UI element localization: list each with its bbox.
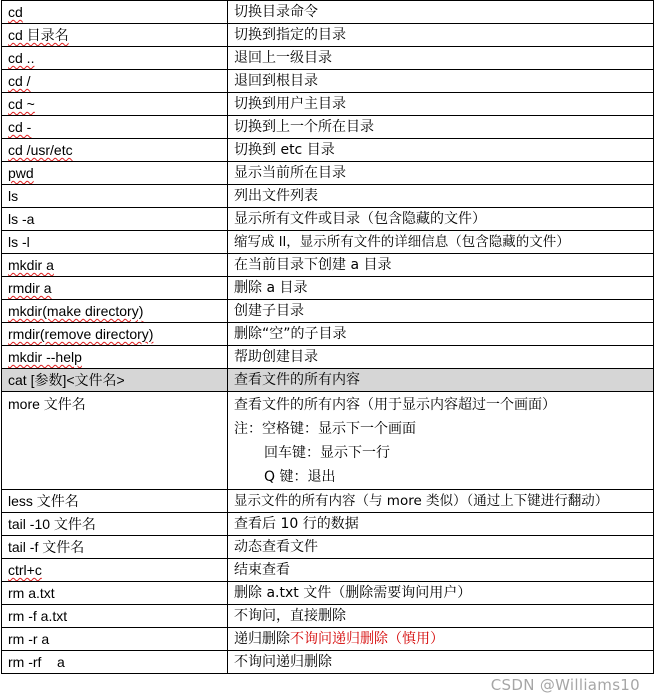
command-cell — [2, 369, 228, 392]
table-row — [2, 185, 654, 208]
table-row — [2, 490, 654, 513]
command-text: ctrl+c — [8, 562, 42, 578]
table-row — [2, 628, 654, 651]
command-cell — [2, 559, 228, 582]
command-cell — [2, 24, 228, 47]
table-row — [2, 231, 654, 254]
description-note-line: 回车键：显示下一行 — [264, 445, 390, 461]
command-cell — [2, 208, 228, 231]
command-text: tail -10 文件名 — [8, 516, 96, 532]
command-cell — [2, 254, 228, 277]
description-cell: 切换到上一个所在目录 — [228, 116, 654, 139]
description-cell: 删除“空”的子目录 — [228, 323, 654, 346]
description-note-line: 注：空格键：显示下一个画面 — [234, 421, 416, 437]
command-text: ls -a — [8, 211, 35, 227]
table-row — [2, 139, 654, 162]
description-cell: 查看后 10 行的数据 — [228, 513, 654, 536]
command-cell — [2, 139, 228, 162]
command-text: ls — [8, 188, 19, 204]
command-text: less 文件名 — [8, 493, 79, 509]
command-cell — [2, 651, 228, 674]
description-line: 查看文件的所有内容（用于显示内容超过一个画面） — [234, 397, 556, 413]
command-text: cd /usr/etc — [8, 142, 73, 158]
command-text: mkdir a — [8, 257, 54, 273]
command-cell — [2, 490, 228, 513]
description-cell: 动态查看文件 — [228, 536, 654, 559]
command-cell — [2, 513, 228, 536]
warning-text: 不询问递归删除（慎用） — [290, 631, 444, 647]
command-cell — [2, 116, 228, 139]
description-cell: 查看文件的所有内容 — [228, 369, 654, 392]
command-text: rmdir(remove directory) — [8, 326, 154, 342]
command-text: mkdir(make directory) — [8, 303, 144, 319]
description-cell — [228, 628, 654, 651]
table-row — [2, 582, 654, 605]
command-cell — [2, 93, 228, 116]
table-row — [2, 651, 654, 674]
description-cell: 删除 a.txt 文件（删除需要询问用户） — [228, 582, 654, 605]
command-text: cat [参数]<文件名> — [8, 372, 125, 388]
command-text: rm -f a.txt — [8, 608, 68, 624]
description-cell: 结束查看 — [228, 559, 654, 582]
command-text: more 文件名 — [8, 396, 86, 412]
command-cell — [2, 346, 228, 369]
description-cell: 不询问递归删除 — [228, 651, 654, 674]
table-row — [2, 300, 654, 323]
description-cell: 退回上一级目录 — [228, 47, 654, 70]
description-cell: 缩写成 ll，显示所有文件的详细信息（包含隐藏的文件） — [228, 231, 654, 254]
table-row — [2, 559, 654, 582]
command-cell — [2, 277, 228, 300]
command-text: ls -l — [8, 234, 30, 250]
command-cell — [2, 536, 228, 559]
table-row — [2, 323, 654, 346]
command-text: rmdir a — [8, 280, 52, 296]
command-text: rm a.txt — [8, 585, 55, 601]
description-text: 递归删除 — [234, 631, 290, 647]
table-row — [2, 536, 654, 559]
table-row-more — [2, 392, 654, 490]
command-text: cd ~ — [8, 96, 35, 112]
table-row-highlighted — [2, 369, 654, 392]
description-cell: 显示所有文件或目录（包含隐藏的文件） — [228, 208, 654, 231]
description-cell: 不询问，直接删除 — [228, 605, 654, 628]
description-cell: 显示当前所在目录 — [228, 162, 654, 185]
description-cell: 切换到 etc 目录 — [228, 139, 654, 162]
table-row — [2, 116, 654, 139]
command-cell — [2, 70, 228, 93]
table-row — [2, 277, 654, 300]
table-row — [2, 93, 654, 116]
description-cell: 切换到指定的目录 — [228, 24, 654, 47]
command-cell — [2, 323, 228, 346]
command-cell — [2, 582, 228, 605]
description-note-line: Q 键：退出 — [264, 469, 336, 485]
command-text: rm -rf a — [8, 654, 65, 670]
description-cell — [228, 392, 654, 490]
command-cell — [2, 185, 228, 208]
command-text: tail -f 文件名 — [8, 539, 85, 555]
description-cell: 帮助创建目录 — [228, 346, 654, 369]
command-text: mkdir --help — [8, 349, 82, 365]
description-cell: 列出文件列表 — [228, 185, 654, 208]
description-cell: 删除 a 目录 — [228, 277, 654, 300]
command-text: pwd — [8, 165, 34, 181]
command-text: cd .. — [8, 50, 35, 66]
command-cell — [2, 300, 228, 323]
command-cell — [2, 47, 228, 70]
description-cell: 显示文件的所有内容（与 more 类似）（通过上下键进行翻动） — [228, 490, 654, 513]
description-cell: 切换到用户主目录 — [228, 93, 654, 116]
table-row — [2, 47, 654, 70]
table-row — [2, 208, 654, 231]
command-cell — [2, 605, 228, 628]
description-cell: 切换目录命令 — [228, 1, 654, 24]
table-row — [2, 346, 654, 369]
table-row — [2, 70, 654, 93]
table-row — [2, 254, 654, 277]
description-cell: 创建子目录 — [228, 300, 654, 323]
table-row — [2, 605, 654, 628]
command-cell — [2, 162, 228, 185]
command-text: cd - — [8, 119, 32, 135]
command-text: rm -r a — [8, 631, 50, 647]
command-text: cd — [8, 4, 23, 20]
description-cell: 退回到根目录 — [228, 70, 654, 93]
command-text: cd / — [8, 73, 31, 89]
table-row — [2, 513, 654, 536]
command-text: cd 目录名 — [8, 27, 69, 43]
table-row — [2, 24, 654, 47]
table-row — [2, 162, 654, 185]
table-row — [2, 1, 654, 24]
description-cell: 在当前目录下创建 a 目录 — [228, 254, 654, 277]
linux-command-table — [1, 0, 654, 674]
command-cell — [2, 1, 228, 24]
watermark: CSDN @Williams10 — [490, 676, 640, 694]
command-cell — [2, 628, 228, 651]
command-cell — [2, 231, 228, 254]
command-cell — [2, 392, 228, 490]
